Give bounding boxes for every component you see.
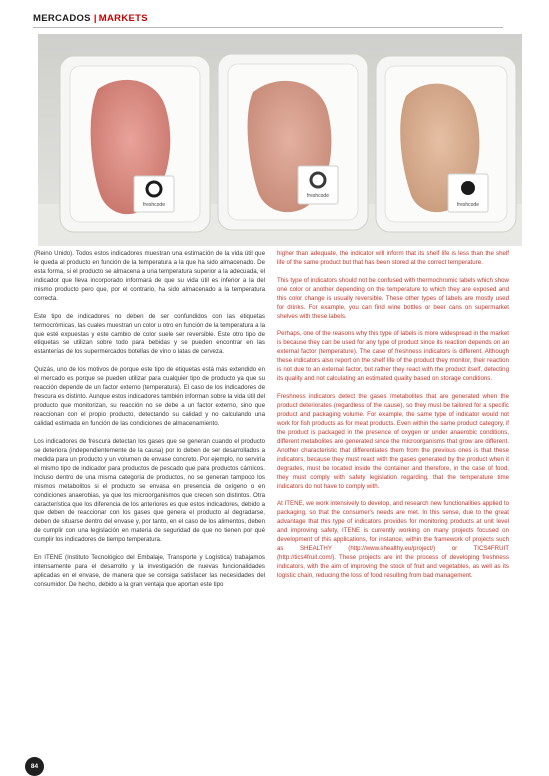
paragraph-en-2: This type of indicators should not be confused with thermochromic labels which show one color or another depending on the temperature to which they are exposed and this color change is usually reversible. These other types of labels are mostly used for drinks. For example, you can find wine bottles or beer cans on supermarket shelves with these labels. [277,276,509,320]
tray-right [376,56,516,232]
tray-left [60,56,210,232]
section-title-english: MARKETS [98,13,148,24]
freshcode-logo-2: freshcode [307,193,329,199]
freshcode-logo-3: freshcode [457,202,479,208]
trays-illustration [38,34,522,246]
page-number: 84 [25,757,44,776]
header-rule [33,27,503,28]
section-separator: | [93,13,97,24]
paragraph-en-4: Freshness indicators detect the gases /metabolites that are generated when the product deteriorates (regardless of the cause), so they must be tailored for a specific product and packaging volume. For example, the same type of indicator would not work for fish products as for meat products. Even within the same product category, if the product is packaged in the presence of oxygen or under anaerobic conditions, different metabolites are generated since the microorganisms that grow are different. Another characteristic that differentiates them from the previous ones is that these indicators, because they must react with the gases generated by the product when it degrades, must be located inside the container and therefore, in the case of food, they must comply with safety legislation regarding, that the temperature time indicators do not have to comply with. [277,393,509,490]
section-title: MERCADOS [33,13,91,24]
paragraph-en-3: Perhaps, one of the reasons why this type of labels is more widespread in the market is because they can be used for any type of product since its reaction depends on an external factor (temperature). The case of freshness indicators is different. Although these indicators also report on the shelf life of the product they monitor, their reaction is not due to an external factor, but rather they react with the product itself, detecting its quality and not calculating an estimated quality based on storage conditions. [277,330,509,383]
paragraph-es-3: Quizás, uno de los motivos de porque este tipo de etiquetas está más extendido en el mercado es porque se pueden utilizar para cualquier tipo de producto ya que su reacción depende de un factor externo (temperatura). El caso de los indicadores de frescura es distinto. Aunque estos indicadores también informan sobre la vida útil del producto que monitorizan, su reacción no se debe a un factor externo, sino que reaccionan con el propio producto, detectando su calidad y no calculando una calidad estimada en función de las condiciones de almacenamiento. [34,366,265,427]
product-photo [38,34,522,246]
freshcode-logo-1: freshcode [143,202,165,208]
english-column [277,250,509,590]
paragraph-es-4: Los indicadores de frescura detectan los gases que se generan cuando el producto se deteriora (independientemente de la causa) por lo deben de ser desarrollados a medida para un producto y un volumen de envase concreto. Por ejemplo, no serviría el mismo tipo de indicador para productos de pescado que para productos cárnicos. Incluso dentro de una misma categoría de productos, no se generan tampoco los mismos metabolitos si el producto se envasa en presencia de oxígeno o en condiciones anaerobias, ya que los microorganismos que crecen son distintos. Otra característica que los diferencia de los anteriores es que estos indicadores, debido a que deben de reaccionar con los gases que genera el producto al degradarse, deben de situarse dentro del envase y, por tanto, en el caso de los alimentos, deben de cumplir con una legislación en materia de seguridad de que no tienen por qué cumplir los indicadores de tiempo temperatura. [34,437,265,544]
paragraph-es-2: Este tipo de indicadores no deben de ser confundidos con las etiquetas termocrómicas, las cuales muestran un color u otro en función de la temperatura a la que esté expuestas y este cambio de color suele ser reversible. Este otro tipo de etiquetas se utilizan sobre todo para bebidas y se pueden encontrar en las estanterías de los supermercados botellas de vino o latas de cerveza. [34,312,265,356]
paragraph-en-5: At ITENE, we work intensively to develop, and research new functionalities applied to packaging, so that the consumer's needs are met. In this sense, due to the great advantage that this type of indicators provides for monitoring products at unit level and improving safety, ITENE is currently working on many projects focused on development of this applications, for instance, within the framework of projects such as SHEALTHY (http://www.shealthy.eu/project/) or TICS4FRUIT (http://tics4fruit.com/). These projects are int the process of developing freshness indicators, with the aim of improving the stock of fruit and vegetables, as well as its logistic chain, reducing the loss of food resulting from bad management. [277,500,509,580]
section-header [33,13,148,24]
tray-middle [218,54,368,230]
paragraph-es-1: (Reino Unido). Todos estos indicadores muestran una estimación de la vida útil que le queda al producto en función de la temperatura a la que ha sido almacenado. De esta forma, si el producto se almacena a una temperatura superior a la adecuada, el indicador que lleva incorporado informará de que su vida útil es inferior a la del mismo producto pero que, por el contrario, ha sido almacenado a la temperatura correcta. [34,250,265,302]
paragraph-es-5: En ITENE (Instituto Tecnológico del Embalaje, Transporte y Logística) trabajamos intensamente para el desarrollo y la investigación de nuevas funcionalidades aplicadas en el envase, de manera que se consiga satisfacer las necesidades del consumidor. De hecho, debido a la gran ventaja que aportan este tipo [34,554,265,589]
paragraph-en-1: higher than adequate, the indicator will inform that its shelf life is less than the shelf life of the same product but that has been stored at the correct temperature. [277,250,509,266]
spanish-column [34,250,265,599]
